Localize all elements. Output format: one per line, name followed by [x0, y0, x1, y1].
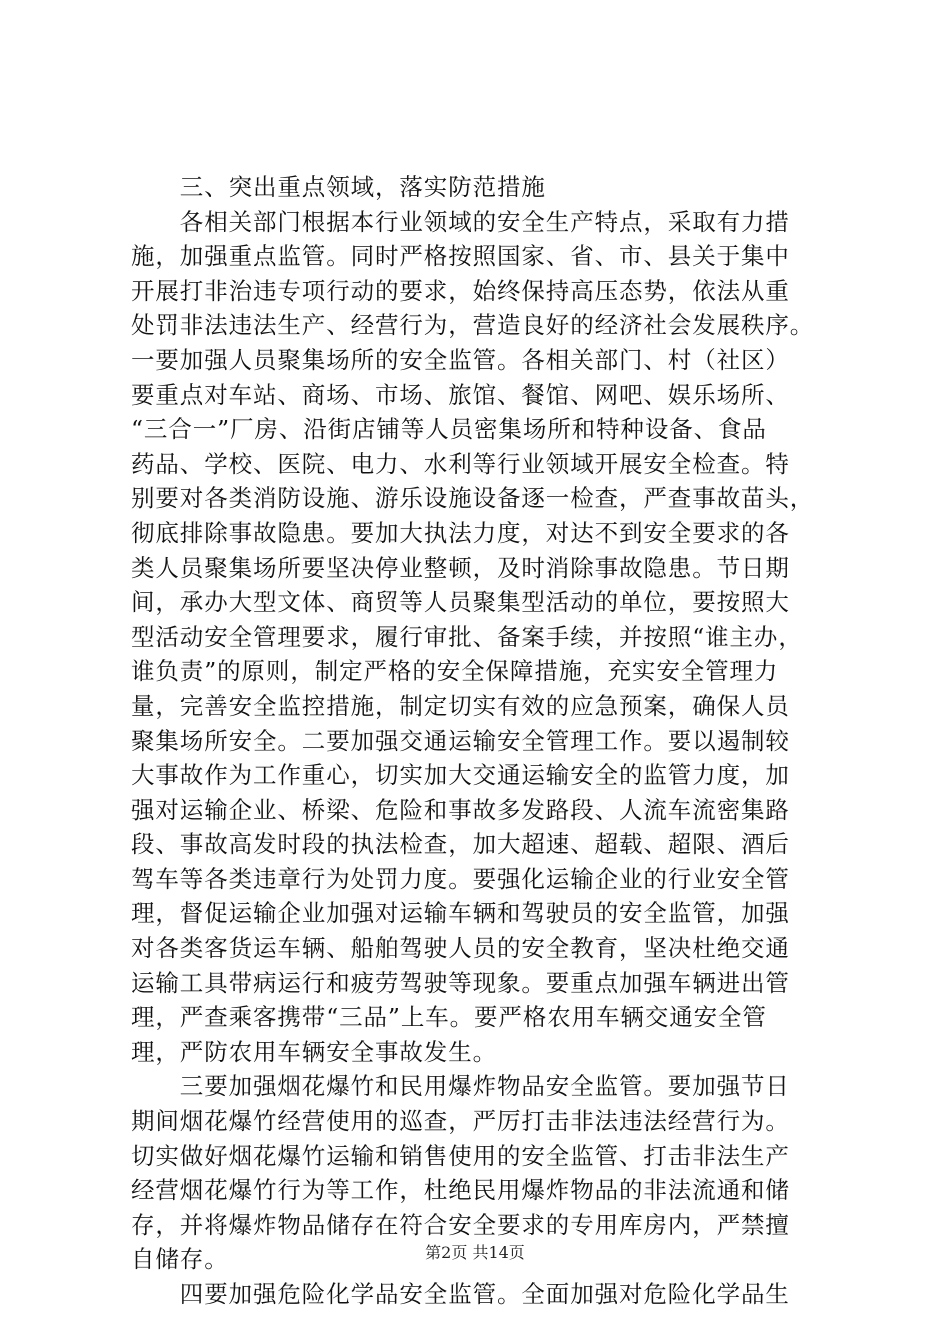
text-line: 运输工具带病运行和疲劳驾驶等现象。要重点加强车辆进出管	[131, 968, 790, 997]
page-number-label: 第2页 共14页	[425, 1243, 525, 1262]
text-line: 驾车等各类违章行为处罚力度。要强化运输企业的行业安全管	[131, 864, 790, 893]
text-line: 谁负责”的原则，制定严格的安全保障措施，充实安全管理力	[131, 657, 779, 686]
text-line: 经营烟花爆竹行为等工作，杜绝民用爆炸物品的非法流通和储	[131, 1176, 790, 1205]
text-line: 间，承办大型文体、商贸等人员聚集型活动的单位，要按照大	[131, 588, 790, 617]
text-line: 施，加强重点监管。同时严格按照国家、省、市、县关于集中	[131, 242, 790, 271]
text-line: 理，严查乘客携带“三品”上车。要严格农用车辆交通安全管	[131, 1003, 767, 1032]
text-line: 理，督促运输企业加强对运输车辆和驾驶员的安全监管，加强	[131, 899, 790, 928]
text-line: 期间烟花爆竹经营使用的巡查，严厉打击非法违法经营行为。	[131, 1107, 790, 1136]
text-line: 四要加强危险化学品安全监管。全面加强对危险化学品生	[131, 1280, 790, 1308]
text-line: 量，完善安全监控措施，制定切实有效的应急预案，确保人员	[131, 691, 790, 720]
page-footer	[0, 1240, 950, 1263]
text-line: 三要加强烟花爆竹和民用爆炸物品安全监管。要加强节日	[131, 1072, 790, 1101]
text-line: 大事故作为工作重心，切实加大交通运输安全的监管力度，加	[131, 761, 790, 790]
text-line: 强对运输企业、桥梁、危险和事故多发路段、人流车流密集路	[131, 795, 790, 824]
text-line: 聚集场所安全。二要加强交通运输安全管理工作。要以遏制较	[131, 726, 790, 755]
text-line: 理，严防农用车辆安全事故发生。	[131, 1037, 497, 1066]
text-line: 一要加强人员聚集场所的安全监管。各相关部门、村（社区）	[131, 345, 790, 374]
text-line: 药品、学校、医院、电力、水利等行业领域开展安全检查。特	[131, 449, 790, 478]
text-line: 别要对各类消防设施、游乐设施设备逐一检查，严查事故苗头，	[131, 484, 815, 513]
text-line: 切实做好烟花爆竹运输和销售使用的安全监管、打击非法生产	[131, 1141, 790, 1170]
text-line: 型活动安全管理要求，履行审批、备案手续，并按照“谁主办，	[131, 622, 803, 651]
text-line: 开展打非治违专项行动的要求，始终保持高压态势，依法从重	[131, 276, 790, 305]
text-line: “三合一”厂房、沿街店铺等人员密集场所和特种设备、食品	[131, 415, 767, 444]
text-line: 处罚非法违法生产、经营行为，营造良好的经济社会发展秩序。	[131, 311, 815, 340]
body-text	[131, 170, 841, 1312]
text-line: 对各类客货运车辆、船舶驾驶人员的安全教育，坚决杜绝交通	[131, 934, 790, 963]
text-line: 类人员聚集场所要坚决停业整顿，及时消除事故隐患。节日期	[131, 553, 790, 582]
text-line: 各相关部门根据本行业领域的安全生产特点，采取有力措	[131, 207, 790, 236]
text-line: 彻底排除事故隐患。要加大执法力度，对达不到安全要求的各	[131, 518, 790, 547]
text-line: 要重点对车站、商场、市场、旅馆、餐馆、网吧、娱乐场所、	[131, 380, 790, 409]
text-line: 存，并将爆炸物品储存在符合安全要求的专用库房内，严禁擅	[131, 1210, 790, 1239]
text-line: 三、突出重点领域，落实防范措施	[131, 173, 546, 201]
text-line: 段、事故高发时段的执法检查，加大超速、超载、超限、酒后	[131, 830, 790, 859]
text-line: 自储存。	[131, 1245, 229, 1274]
